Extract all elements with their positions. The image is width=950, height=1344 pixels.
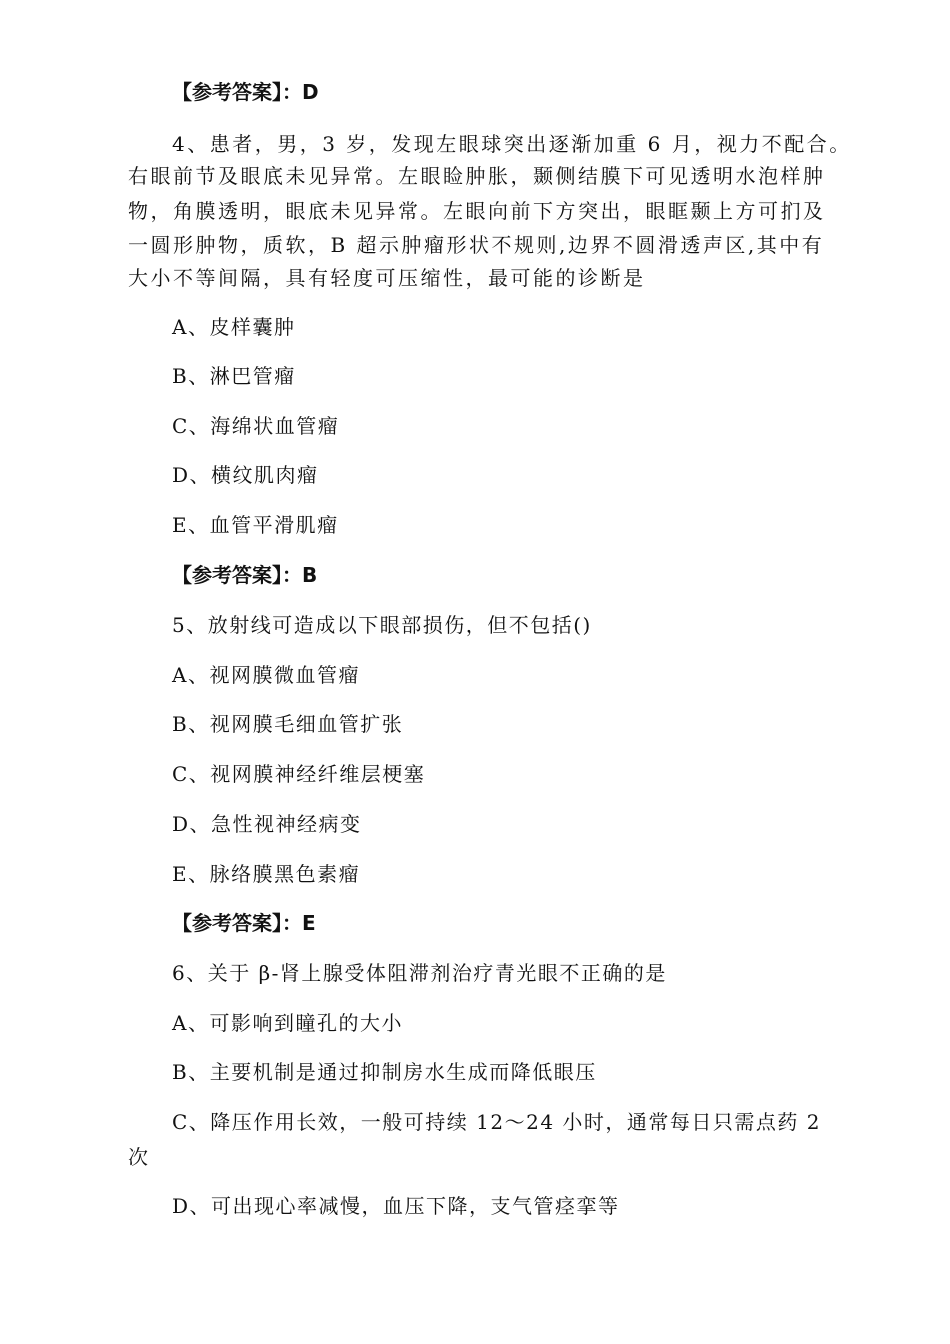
q4-option-e: E、血管平滑肌瘤: [172, 513, 339, 537]
q4-option-a: A、皮样囊肿: [172, 315, 296, 339]
q5-option-d: D、急性视神经病变: [172, 812, 362, 836]
q4-option-c: C、海绵状血管瘤: [172, 414, 340, 438]
q4-answer: 【参考答案】：B: [172, 563, 318, 587]
q5-option-b: B、视网膜毛细血管扩张: [172, 712, 404, 736]
q5-answer: 【参考答案】：E: [172, 911, 316, 935]
q4-stem-line-3: 物，角膜透明，眼底未见异常。左眼向前下方突出，眼眶颞上方可扪及: [128, 199, 826, 223]
q4-option-b: B、淋巴管瘤: [172, 364, 296, 388]
q4-stem-line-4: 一圆形肿物，质软，B 超示肿瘤形状不规则,边界不圆滑透声区,其中有: [128, 233, 825, 257]
q5-option-a: A、视网膜微血管瘤: [172, 663, 360, 687]
q6-option-c-line-1: C、降压作用长效，一般可持续 12～24 小时，通常每日只需点药 2: [172, 1110, 821, 1134]
answer-previous: 【参考答案】：D: [172, 80, 319, 104]
q4-stem-line-2: 右眼前节及眼底未见异常。左眼睑肿胀，颞侧结膜下可见透明水泡样肿: [128, 164, 826, 188]
q4-option-d: D、横纹肌肉瘤: [172, 463, 319, 487]
q6-option-a: A、可影响到瞳孔的大小: [172, 1011, 403, 1035]
q5-option-e: E、脉络膜黑色素瘤: [172, 862, 361, 886]
q6-option-d: D、可出现心率减慢，血压下降，支气管痉挛等: [172, 1194, 620, 1218]
q5-stem: 5、放射线可造成以下眼部损伤，但不包括(): [172, 613, 592, 637]
q6-option-b: B、主要机制是通过抑制房水生成而降低眼压: [172, 1060, 597, 1084]
q6-stem: 6、关于 β-肾上腺受体阻滞剂治疗青光眼不正确的是: [172, 961, 667, 985]
q4-stem-line-5: 大小不等间隔，具有轻度可压缩性，最可能的诊断是: [128, 266, 646, 290]
q5-option-c: C、视网膜神经纤维层梗塞: [172, 762, 426, 786]
q4-stem-line-1: 4、患者，男，3 岁，发现左眼球突出逐渐加重 6 月，视力不配合。: [172, 132, 852, 156]
q6-option-c-line-2: 次: [128, 1145, 150, 1169]
